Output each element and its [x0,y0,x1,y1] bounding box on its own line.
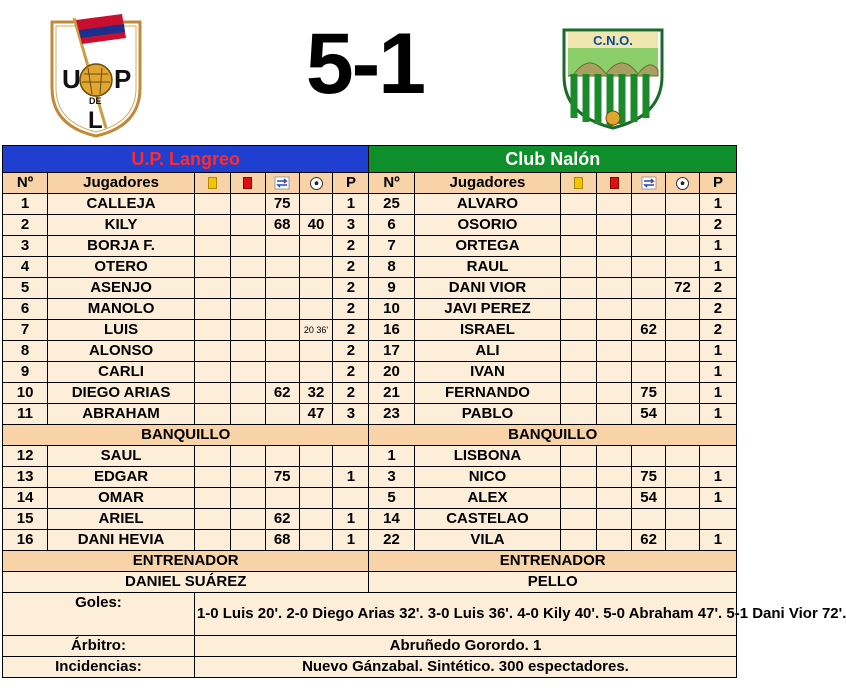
red-card-icon [230,173,265,194]
away-player-n: 20 [369,362,414,383]
home-player-n: 7 [3,320,48,341]
col-num: Nº [369,173,414,194]
home-bench-label: BANQUILLO [3,425,369,446]
home-player-r [230,446,265,467]
away-player-goal [666,236,700,257]
home-player-r [230,257,265,278]
home-player-p: 3 [333,404,369,425]
col-num: Nº [3,173,48,194]
away-player-goal [666,404,700,425]
home-player-r [230,404,265,425]
home-player-name: ALONSO [48,341,195,362]
home-player-n: 15 [3,509,48,530]
away-player-goal [666,194,700,215]
home-player-r [230,299,265,320]
goals-label: Goles: [3,593,195,636]
player-row [3,341,737,362]
away-player-n: 6 [369,215,414,236]
away-player-n: 22 [369,530,414,551]
away-player-r [597,446,632,467]
away-player-y [561,257,597,278]
away-coach-name: PELLO [369,572,737,593]
away-player-sub: 75 [632,467,666,488]
home-player-goal [299,341,333,362]
column-header-row [3,173,737,194]
away-player-p: 1 [699,257,736,278]
home-player-goal [299,278,333,299]
away-player-p: 2 [699,278,736,299]
away-player-r [597,215,632,236]
home-player-goal [299,257,333,278]
away-player-name: PABLO [414,404,561,425]
ball-icon [666,173,700,194]
away-player-goal [666,383,700,404]
home-player-p: 2 [333,362,369,383]
home-player-sub [265,320,299,341]
away-player-n: 23 [369,404,414,425]
away-player-y [561,446,597,467]
home-player-y [194,404,230,425]
away-player-name: ORTEGA [414,236,561,257]
home-player-name: ASENJO [48,278,195,299]
away-player-p: 1 [699,236,736,257]
home-player-p: 1 [333,530,369,551]
home-player-goal [299,509,333,530]
away-player-goal [666,257,700,278]
player-row [3,194,737,215]
coach-header-row [3,551,737,572]
goals-value: 1-0 Luis 20'. 2-0 Diego Arias 32'. 3-0 Luis 36'. 4-0 Kily 40'. 5-0 Abraham 47'. 5-1 Dani Vior 72'. [194,593,736,636]
away-player-name: DANI VIOR [414,278,561,299]
away-player-y [561,509,597,530]
away-coach-label: ENTRENADOR [369,551,737,572]
home-player-p: 2 [333,299,369,320]
away-player-goal [666,488,700,509]
home-player-name: OTERO [48,257,195,278]
away-player-y [561,404,597,425]
away-player-goal [666,320,700,341]
away-player-r [597,383,632,404]
away-player-r [597,488,632,509]
away-player-y [561,215,597,236]
away-player-p: 1 [699,488,736,509]
home-player-goal [299,299,333,320]
incidents-value: Nuevo Gánzabal. Sintético. 300 espectadores. [194,657,736,678]
player-row [3,257,737,278]
home-player-y [194,488,230,509]
home-player-r [230,467,265,488]
home-player-name: CARLI [48,362,195,383]
away-player-name: NICO [414,467,561,488]
away-player-r [597,362,632,383]
home-player-n: 4 [3,257,48,278]
away-player-name: CASTELAO [414,509,561,530]
away-player-name: RAUL [414,257,561,278]
away-player-p: 1 [699,362,736,383]
away-player-n: 17 [369,341,414,362]
home-player-goal [299,530,333,551]
away-player-y [561,362,597,383]
home-player-n: 8 [3,341,48,362]
away-player-y [561,278,597,299]
away-player-name: IVAN [414,362,561,383]
away-player-name: ISRAEL [414,320,561,341]
home-player-goal [299,362,333,383]
away-player-r [597,278,632,299]
away-player-goal [666,467,700,488]
away-player-goal [666,215,700,236]
away-player-sub: 54 [632,488,666,509]
home-player-sub [265,299,299,320]
svg-text:P: P [114,64,132,94]
col-p: P [333,173,369,194]
away-player-r [597,530,632,551]
svg-text:DE: DE [89,96,102,106]
col-players: Jugadores [48,173,195,194]
away-player-p [699,509,736,530]
away-player-sub: 54 [632,404,666,425]
home-player-goal [299,194,333,215]
home-player-r [230,320,265,341]
away-player-sub [632,257,666,278]
away-player-name: LISBONA [414,446,561,467]
player-row [3,530,737,551]
home-player-r [230,278,265,299]
home-player-p: 1 [333,194,369,215]
home-player-sub [265,236,299,257]
home-player-p: 2 [333,383,369,404]
home-player-y [194,509,230,530]
home-player-p: 2 [333,320,369,341]
home-player-n: 9 [3,362,48,383]
home-coach-name: DANIEL SUÁREZ [3,572,369,593]
home-player-p: 2 [333,341,369,362]
home-player-sub [265,257,299,278]
home-player-sub: 68 [265,530,299,551]
home-player-n: 3 [3,236,48,257]
home-player-p: 2 [333,236,369,257]
away-player-n: 9 [369,278,414,299]
home-player-goal: 47 [299,404,333,425]
home-player-y [194,320,230,341]
away-player-n: 7 [369,236,414,257]
home-player-y [194,299,230,320]
home-player-n: 13 [3,467,48,488]
player-row [3,383,737,404]
home-player-n: 1 [3,194,48,215]
away-player-r [597,509,632,530]
home-player-p: 2 [333,278,369,299]
home-player-y [194,194,230,215]
home-player-n: 11 [3,404,48,425]
player-row [3,362,737,383]
home-player-n: 14 [3,488,48,509]
home-player-y [194,383,230,404]
home-player-sub: 75 [265,467,299,488]
away-player-sub [632,194,666,215]
away-player-n: 14 [369,509,414,530]
away-player-goal [666,530,700,551]
home-player-sub: 75 [265,194,299,215]
away-player-p: 1 [699,341,736,362]
col-p: P [699,173,736,194]
substitution-icon [265,173,299,194]
bench-header-row [3,425,737,446]
home-player-sub [265,488,299,509]
svg-text:U: U [62,64,81,94]
ball-icon [299,173,333,194]
home-player-sub [265,278,299,299]
away-player-r [597,236,632,257]
away-player-n: 25 [369,194,414,215]
away-player-y [561,341,597,362]
away-player-r [597,404,632,425]
away-player-y [561,467,597,488]
up-langreo-crest [44,8,148,138]
home-player-r [230,509,265,530]
home-player-y [194,362,230,383]
away-player-sub [632,341,666,362]
away-player-sub [632,509,666,530]
home-player-p: 2 [333,257,369,278]
home-player-p: 1 [333,467,369,488]
away-player-y [561,194,597,215]
red-card-icon [597,173,632,194]
away-player-goal [666,299,700,320]
yellow-card-icon [561,173,597,194]
home-player-n: 10 [3,383,48,404]
home-player-sub [265,341,299,362]
home-player-name: DANI HEVIA [48,530,195,551]
lineup-table [2,145,846,678]
home-player-name: OMAR [48,488,195,509]
home-player-name: SAUL [48,446,195,467]
home-player-goal [299,467,333,488]
away-player-sub: 62 [632,530,666,551]
away-player-r [597,299,632,320]
home-player-y [194,215,230,236]
away-player-r [597,467,632,488]
away-player-name: VILA [414,530,561,551]
away-player-n: 8 [369,257,414,278]
home-player-sub: 62 [265,509,299,530]
home-player-r [230,530,265,551]
away-player-p: 1 [699,194,736,215]
away-player-name: OSORIO [414,215,561,236]
away-player-y [561,320,597,341]
away-player-n: 10 [369,299,414,320]
away-player-sub [632,278,666,299]
away-player-r [597,257,632,278]
away-player-n: 21 [369,383,414,404]
home-player-goal [299,446,333,467]
home-player-name: ARIEL [48,509,195,530]
away-player-goal [666,446,700,467]
svg-text:L: L [88,107,103,134]
home-player-name: ABRAHAM [48,404,195,425]
referee-value: Abruñedo Gorordo. 1 [194,636,736,657]
away-player-p: 1 [699,467,736,488]
referee-label: Árbitro: [3,636,195,657]
away-player-sub [632,236,666,257]
home-coach-label: ENTRENADOR [3,551,369,572]
home-player-name: MANOLO [48,299,195,320]
home-player-name: EDGAR [48,467,195,488]
player-row [3,299,737,320]
away-player-sub: 75 [632,383,666,404]
home-player-y [194,467,230,488]
home-player-p [333,446,369,467]
svg-text:C.N.O.: C.N.O. [593,33,633,48]
away-player-p: 2 [699,320,736,341]
away-player-p: 2 [699,215,736,236]
col-players: Jugadores [414,173,561,194]
home-player-y [194,530,230,551]
away-player-p: 1 [699,404,736,425]
away-player-sub [632,215,666,236]
away-player-r [597,341,632,362]
away-bench-label: BANQUILLO [369,425,737,446]
home-player-r [230,362,265,383]
home-player-sub: 68 [265,215,299,236]
home-player-name: BORJA F. [48,236,195,257]
away-player-sub [632,446,666,467]
away-player-y [561,488,597,509]
away-player-p: 1 [699,383,736,404]
player-row [3,446,737,467]
home-player-sub [265,446,299,467]
home-player-name: DIEGO ARIAS [48,383,195,404]
away-player-goal [666,509,700,530]
away-player-r [597,320,632,341]
away-player-sub [632,362,666,383]
away-player-y [561,383,597,404]
away-player-n: 5 [369,488,414,509]
away-team-name: Club Nalón [369,146,737,173]
home-player-p: 1 [333,509,369,530]
home-player-name: CALLEJA [48,194,195,215]
away-player-goal: 72 [666,278,700,299]
away-player-r [597,194,632,215]
away-player-n: 16 [369,320,414,341]
home-player-n: 2 [3,215,48,236]
player-row [3,320,737,341]
home-player-n: 12 [3,446,48,467]
home-player-y [194,278,230,299]
home-player-goal [299,488,333,509]
home-player-p: 3 [333,215,369,236]
home-team-name: U.P. Langreo [3,146,369,173]
away-player-y [561,530,597,551]
away-player-sub: 62 [632,320,666,341]
away-player-name: ALEX [414,488,561,509]
home-player-r [230,341,265,362]
home-player-r [230,194,265,215]
substitution-icon [632,173,666,194]
referee-row [3,636,737,657]
away-player-p [699,446,736,467]
home-player-sub [265,362,299,383]
home-player-r [230,383,265,404]
home-player-r [230,215,265,236]
away-player-name: ALI [414,341,561,362]
home-player-y [194,257,230,278]
match-header [0,0,738,145]
away-player-y [561,299,597,320]
home-player-sub [265,404,299,425]
home-player-n: 5 [3,278,48,299]
away-player-name: FERNANDO [414,383,561,404]
home-player-goal [299,236,333,257]
home-player-y [194,236,230,257]
home-player-r [230,236,265,257]
player-row [3,278,737,299]
player-row [3,488,737,509]
player-row [3,236,737,257]
away-player-sub [632,299,666,320]
away-player-name: JAVI PEREZ [414,299,561,320]
home-player-y [194,446,230,467]
away-player-y [561,236,597,257]
away-player-goal [666,362,700,383]
home-player-goal: 32 [299,383,333,404]
home-player-n: 6 [3,299,48,320]
away-player-n: 1 [369,446,414,467]
player-row [3,467,737,488]
player-row [3,215,737,236]
home-player-r [230,488,265,509]
home-player-goal: 20 36' [299,320,333,341]
club-nalon-crest [560,18,666,130]
home-player-n: 16 [3,530,48,551]
away-player-p: 1 [699,530,736,551]
home-player-name: LUIS [48,320,195,341]
yellow-card-icon [194,173,230,194]
player-row [3,509,737,530]
incidents-row [3,657,737,678]
home-player-sub: 62 [265,383,299,404]
home-player-y [194,341,230,362]
match-score: 5-1 [305,16,425,112]
away-player-p: 2 [699,299,736,320]
home-player-p [333,488,369,509]
home-player-goal: 40 [299,215,333,236]
goals-row [3,593,737,636]
away-player-n: 3 [369,467,414,488]
away-player-name: ALVARO [414,194,561,215]
coach-row [3,572,737,593]
incidents-label: Incidencias: [3,657,195,678]
away-player-goal [666,341,700,362]
player-row [3,404,737,425]
home-player-name: KILY [48,215,195,236]
